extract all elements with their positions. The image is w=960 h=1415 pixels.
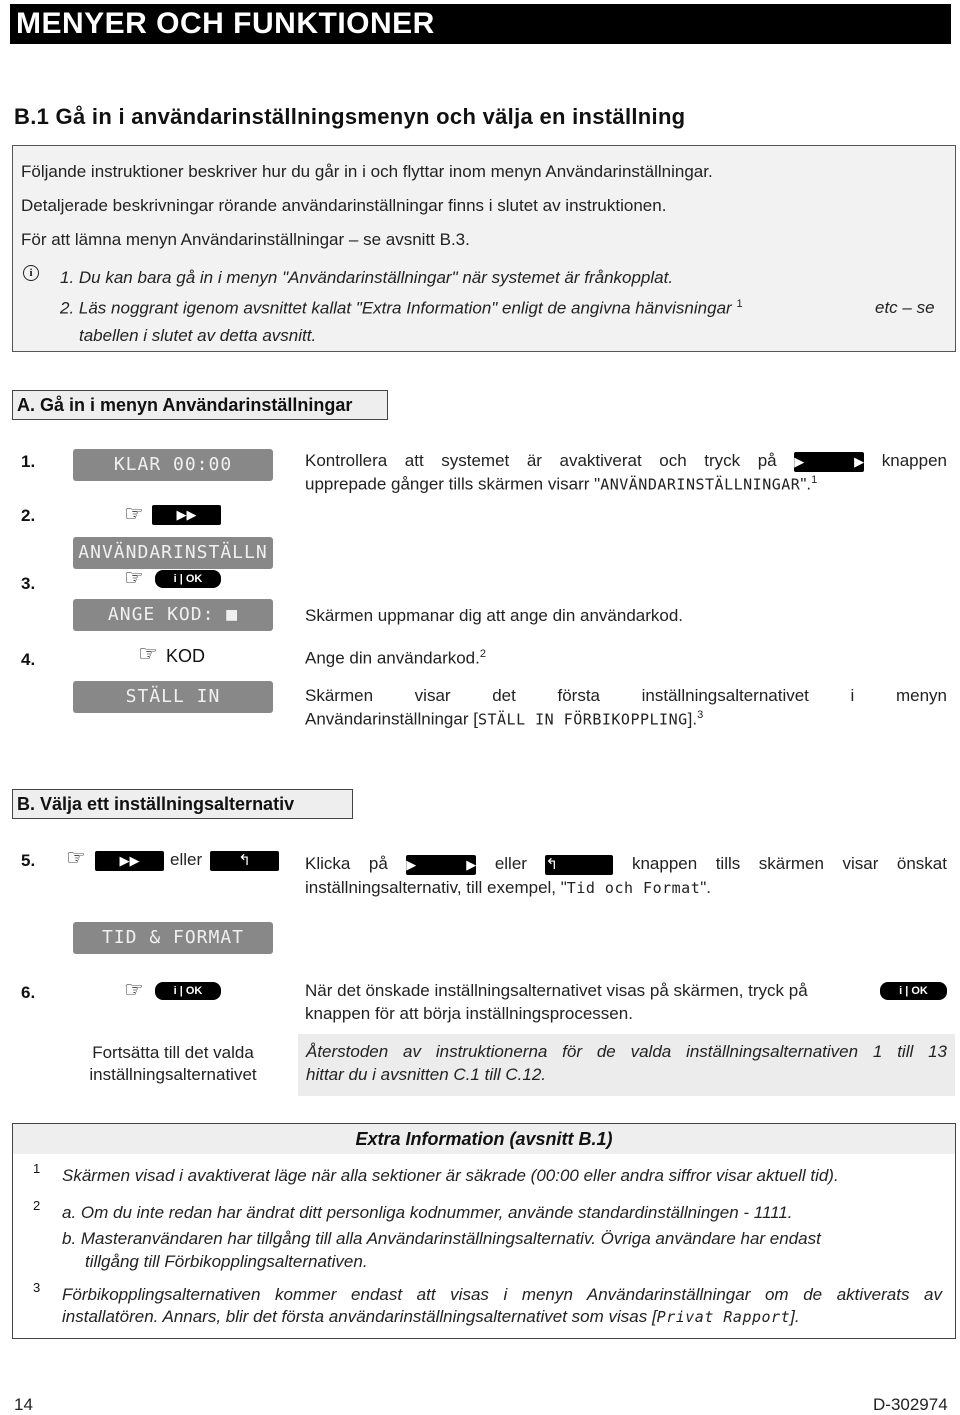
step-1-display-text: ANVÄNDARINSTÄLLNINGAR: [600, 475, 801, 494]
step-4-ref: 2: [479, 648, 486, 660]
step-4-text-main: Ange din användarkod.: [305, 648, 480, 668]
info-icon: i: [23, 265, 39, 281]
footnote-2a: a. Om du inte redan har ändrat ditt personliga kodnummer, använde standardinställningen - 1111.: [62, 1203, 793, 1222]
page-header-title: MENYER OCH FUNKTIONER: [10, 4, 951, 44]
remaining-text-2: hittar du i avsnitten C.1 till C.12.: [306, 1065, 547, 1084]
back-button[interactable]: ↰: [545, 855, 613, 875]
step-1-text-a: Kontrollera att systemet är avaktiverat och tryck på: [305, 451, 777, 470]
step-5-text-end: ".: [700, 878, 711, 897]
step-3-number: 3.: [21, 574, 36, 593]
step-6-text-1: När det önskade inställningsalternativet visas på skärmen, tryck på: [305, 981, 808, 1000]
or-label: eller: [170, 850, 203, 869]
hand-pointer-icon: ☞: [138, 641, 158, 666]
ok-button[interactable]: i | OK: [155, 570, 221, 588]
footnote-1-number: 1: [33, 1161, 41, 1176]
back-button[interactable]: ↰: [210, 851, 279, 871]
step-5-text: [305, 854, 947, 875]
step-1-text-c: upprepade gånger tills skärmen visarr ": [305, 474, 601, 494]
next-button[interactable]: ▶▶: [406, 855, 476, 875]
note-2: [60, 298, 940, 319]
intro-line-2: Detaljerade beskrivningar rörande användarinställningar finns i slutet av instruktionen.: [21, 196, 667, 215]
footnote-2b-line-1: b. Masteranvändaren har tillgång till alla Användarinställningsalternativ. Övriga användare har endast: [62, 1229, 821, 1248]
step-2-number: 2.: [21, 506, 36, 525]
step-1-text: [305, 451, 947, 472]
intro-line-3: För att lämna menyn Användarinställningar – se avsnitt B.3.: [21, 230, 470, 249]
part-a-title: A. Gå in i menyn Användarinställningar: [12, 390, 388, 420]
footnote-3-text: installatören. Annars, blir det första användarinställningsalternativet som visas [: [62, 1307, 657, 1326]
kod-label: KOD: [166, 646, 206, 666]
note-2-cont: tabellen i slutet av detta avsnitt.: [79, 326, 317, 345]
step-5-display-text: Tid och Format: [566, 879, 701, 897]
footnote-3-number: 3: [33, 1280, 41, 1295]
lcd-time-format: TID & FORMAT: [73, 922, 273, 954]
continue-line-1: Fortsätta till det valda: [92, 1043, 254, 1062]
part-b-title: B. Välja ett inställningsalternativ: [12, 789, 353, 819]
ok-button[interactable]: i | OK: [880, 982, 947, 1000]
continue-text: [60, 1042, 286, 1086]
step-1-text-end: ".: [800, 474, 812, 494]
remaining-text-1: Återstoden av instruktionerna för de valda inställningsalternativen 1 till 13: [306, 1042, 947, 1061]
footnote-3-line-2: [62, 1307, 800, 1327]
note-2-ref: 1: [736, 298, 743, 310]
footnote-2-number: 2: [33, 1198, 41, 1213]
step-1-number: 1.: [21, 452, 36, 471]
step-4-text: [305, 648, 486, 669]
extra-info-title: Extra Information (avsnitt B.1): [13, 1124, 955, 1154]
lcd-user-settings: ANVÄNDARINSTÄLLN: [73, 537, 273, 569]
footnote-3-end: ].: [790, 1307, 800, 1326]
step-5-text-2: [305, 878, 711, 898]
next-button[interactable]: ▶▶: [794, 452, 864, 472]
hand-pointer-icon: ☞: [124, 977, 144, 1002]
footnote-2b-line-2: tillgång till Förbikopplingsalternativen.: [85, 1252, 368, 1271]
step-1-text-b: knappen: [881, 451, 947, 470]
lcd-enter-code: ANGE KOD: ■: [73, 599, 273, 631]
step-1-text-2: [305, 474, 817, 495]
page-number: 14: [14, 1395, 33, 1414]
note-2-text: 2. Läs noggrant igenom avsnittet kallat "Extra Information" enligt de angivna hänvisningar: [60, 298, 732, 318]
note-1: 1. Du kan bara gå in i menyn "Användarinställningar" när systemet är frånkopplat.: [60, 268, 674, 287]
next-button[interactable]: ▶▶: [95, 851, 164, 871]
step-5-text-c: knappen tills skärmen visar önskat: [631, 854, 947, 873]
screen-text-2-end: ].: [687, 709, 698, 729]
screen-text-2-a: Användarinställningar [: [305, 709, 478, 729]
screen-display-text: STÄLL IN FÖRBIKOPPLING: [477, 710, 688, 729]
lcd-ready: KLAR 00:00: [73, 449, 273, 481]
hand-pointer-icon: ☞: [66, 845, 86, 870]
ok-button[interactable]: i | OK: [155, 982, 221, 1000]
step-5-text-d: inställningsalternativ, till exempel, ": [305, 878, 567, 897]
step-1-ref: 1: [811, 474, 818, 486]
step-6-number: 6.: [21, 983, 36, 1002]
section-title: B.1 Gå in i användarinställningsmenyn och välja en inställning: [14, 104, 686, 129]
step-6-text-2: knappen för att börja inställningsprocessen.: [305, 1004, 633, 1023]
prompt-text: Skärmen uppmanar dig att ange din användarkod.: [305, 606, 684, 625]
footnote-3-display-text: Privat Rapport: [656, 1308, 791, 1326]
step-5-text-a: Klicka på: [305, 854, 388, 873]
hand-pointer-icon: ☞: [124, 501, 144, 526]
step-4-number: 4.: [21, 650, 36, 669]
note-2-end: etc – se: [875, 298, 935, 317]
footnote-3-line-1: Förbikopplingsalternativen kommer endast att visas i menyn Användarinställningar om de aktiverats av: [62, 1285, 942, 1304]
lcd-setup: STÄLL IN: [73, 681, 273, 713]
screen-text-1: Skärmen visar det första inställningsalternativet i menyn: [305, 686, 947, 705]
intro-line-1: Följande instruktioner beskriver hur du går in i och flyttar inom menyn Användarinställningar.: [21, 162, 713, 181]
screen-text-2: [305, 709, 703, 730]
next-button[interactable]: ▶▶: [152, 505, 221, 525]
continue-line-2: inställningsalternativet: [89, 1065, 257, 1084]
step-5-number: 5.: [21, 851, 36, 870]
hand-pointer-icon: ☞: [124, 565, 144, 590]
footnote-1: Skärmen visad i avaktiverat läge när alla sektioner är säkrade (00:00 eller andra siffror visar aktuell tid).: [62, 1166, 839, 1185]
step-5-text-b: eller: [494, 854, 527, 873]
screen-ref: 3: [697, 709, 704, 721]
document-number: D-302974: [873, 1395, 948, 1414]
